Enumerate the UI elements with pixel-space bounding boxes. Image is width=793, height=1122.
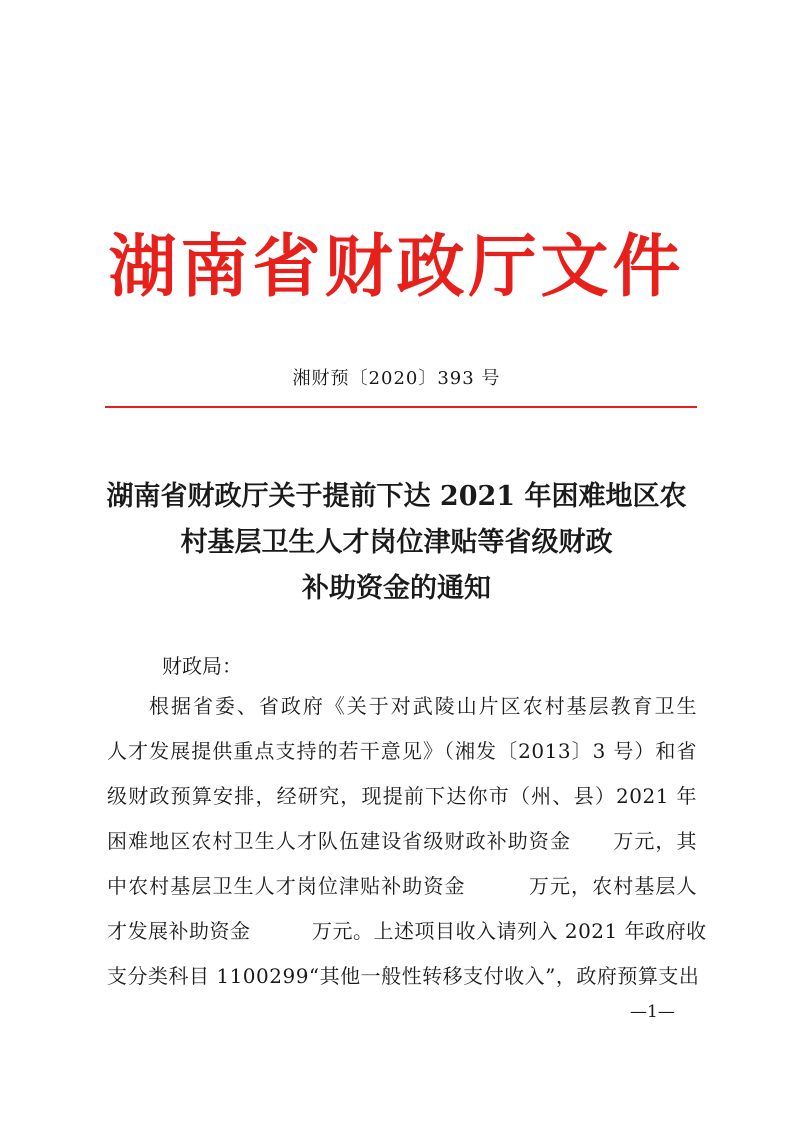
title-line: 补助资金的通知 bbox=[302, 573, 491, 604]
salutation: 财政局： bbox=[162, 654, 242, 678]
document-title bbox=[60, 474, 733, 612]
body-text bbox=[107, 684, 707, 999]
document-number: 湘财预〔2020〕393 号 bbox=[292, 368, 501, 389]
red-divider-rule bbox=[105, 406, 697, 408]
body-line: 根据省委、省政府《关于对武陵山片区农村基层教育卫生 bbox=[149, 694, 697, 718]
body-line: 级财政预算安排，经研究，现提前下达你市（州、县）2021 年 bbox=[107, 784, 697, 808]
page-number: —1— bbox=[630, 1002, 675, 1022]
body-line: 中农村基层卫生人才岗位津贴补助资金 万元，农村基层人 bbox=[107, 874, 697, 898]
body-line: 人才发展提供重点支持的若干意见》（湘发〔2013〕3 号）和省 bbox=[107, 739, 697, 763]
masthead-title: 湖南省财政厅文件 bbox=[108, 228, 685, 307]
body-line: 支分类科目 1100299“其他一般性转移支付收入”，政府预算支出 bbox=[107, 964, 700, 988]
body-line: 困难地区农村卫生人才队伍建设省级财政补助资金 万元，其 bbox=[107, 829, 697, 853]
body-line: 才发展补助资金 万元。上述项目收入请列入 2021 年政府收 bbox=[107, 919, 707, 943]
title-line: 湖南省财政厅关于提前下达 2021 年困难地区农 bbox=[106, 481, 687, 512]
title-line: 村基层卫生人才岗位津贴等省级财政 bbox=[180, 527, 613, 558]
